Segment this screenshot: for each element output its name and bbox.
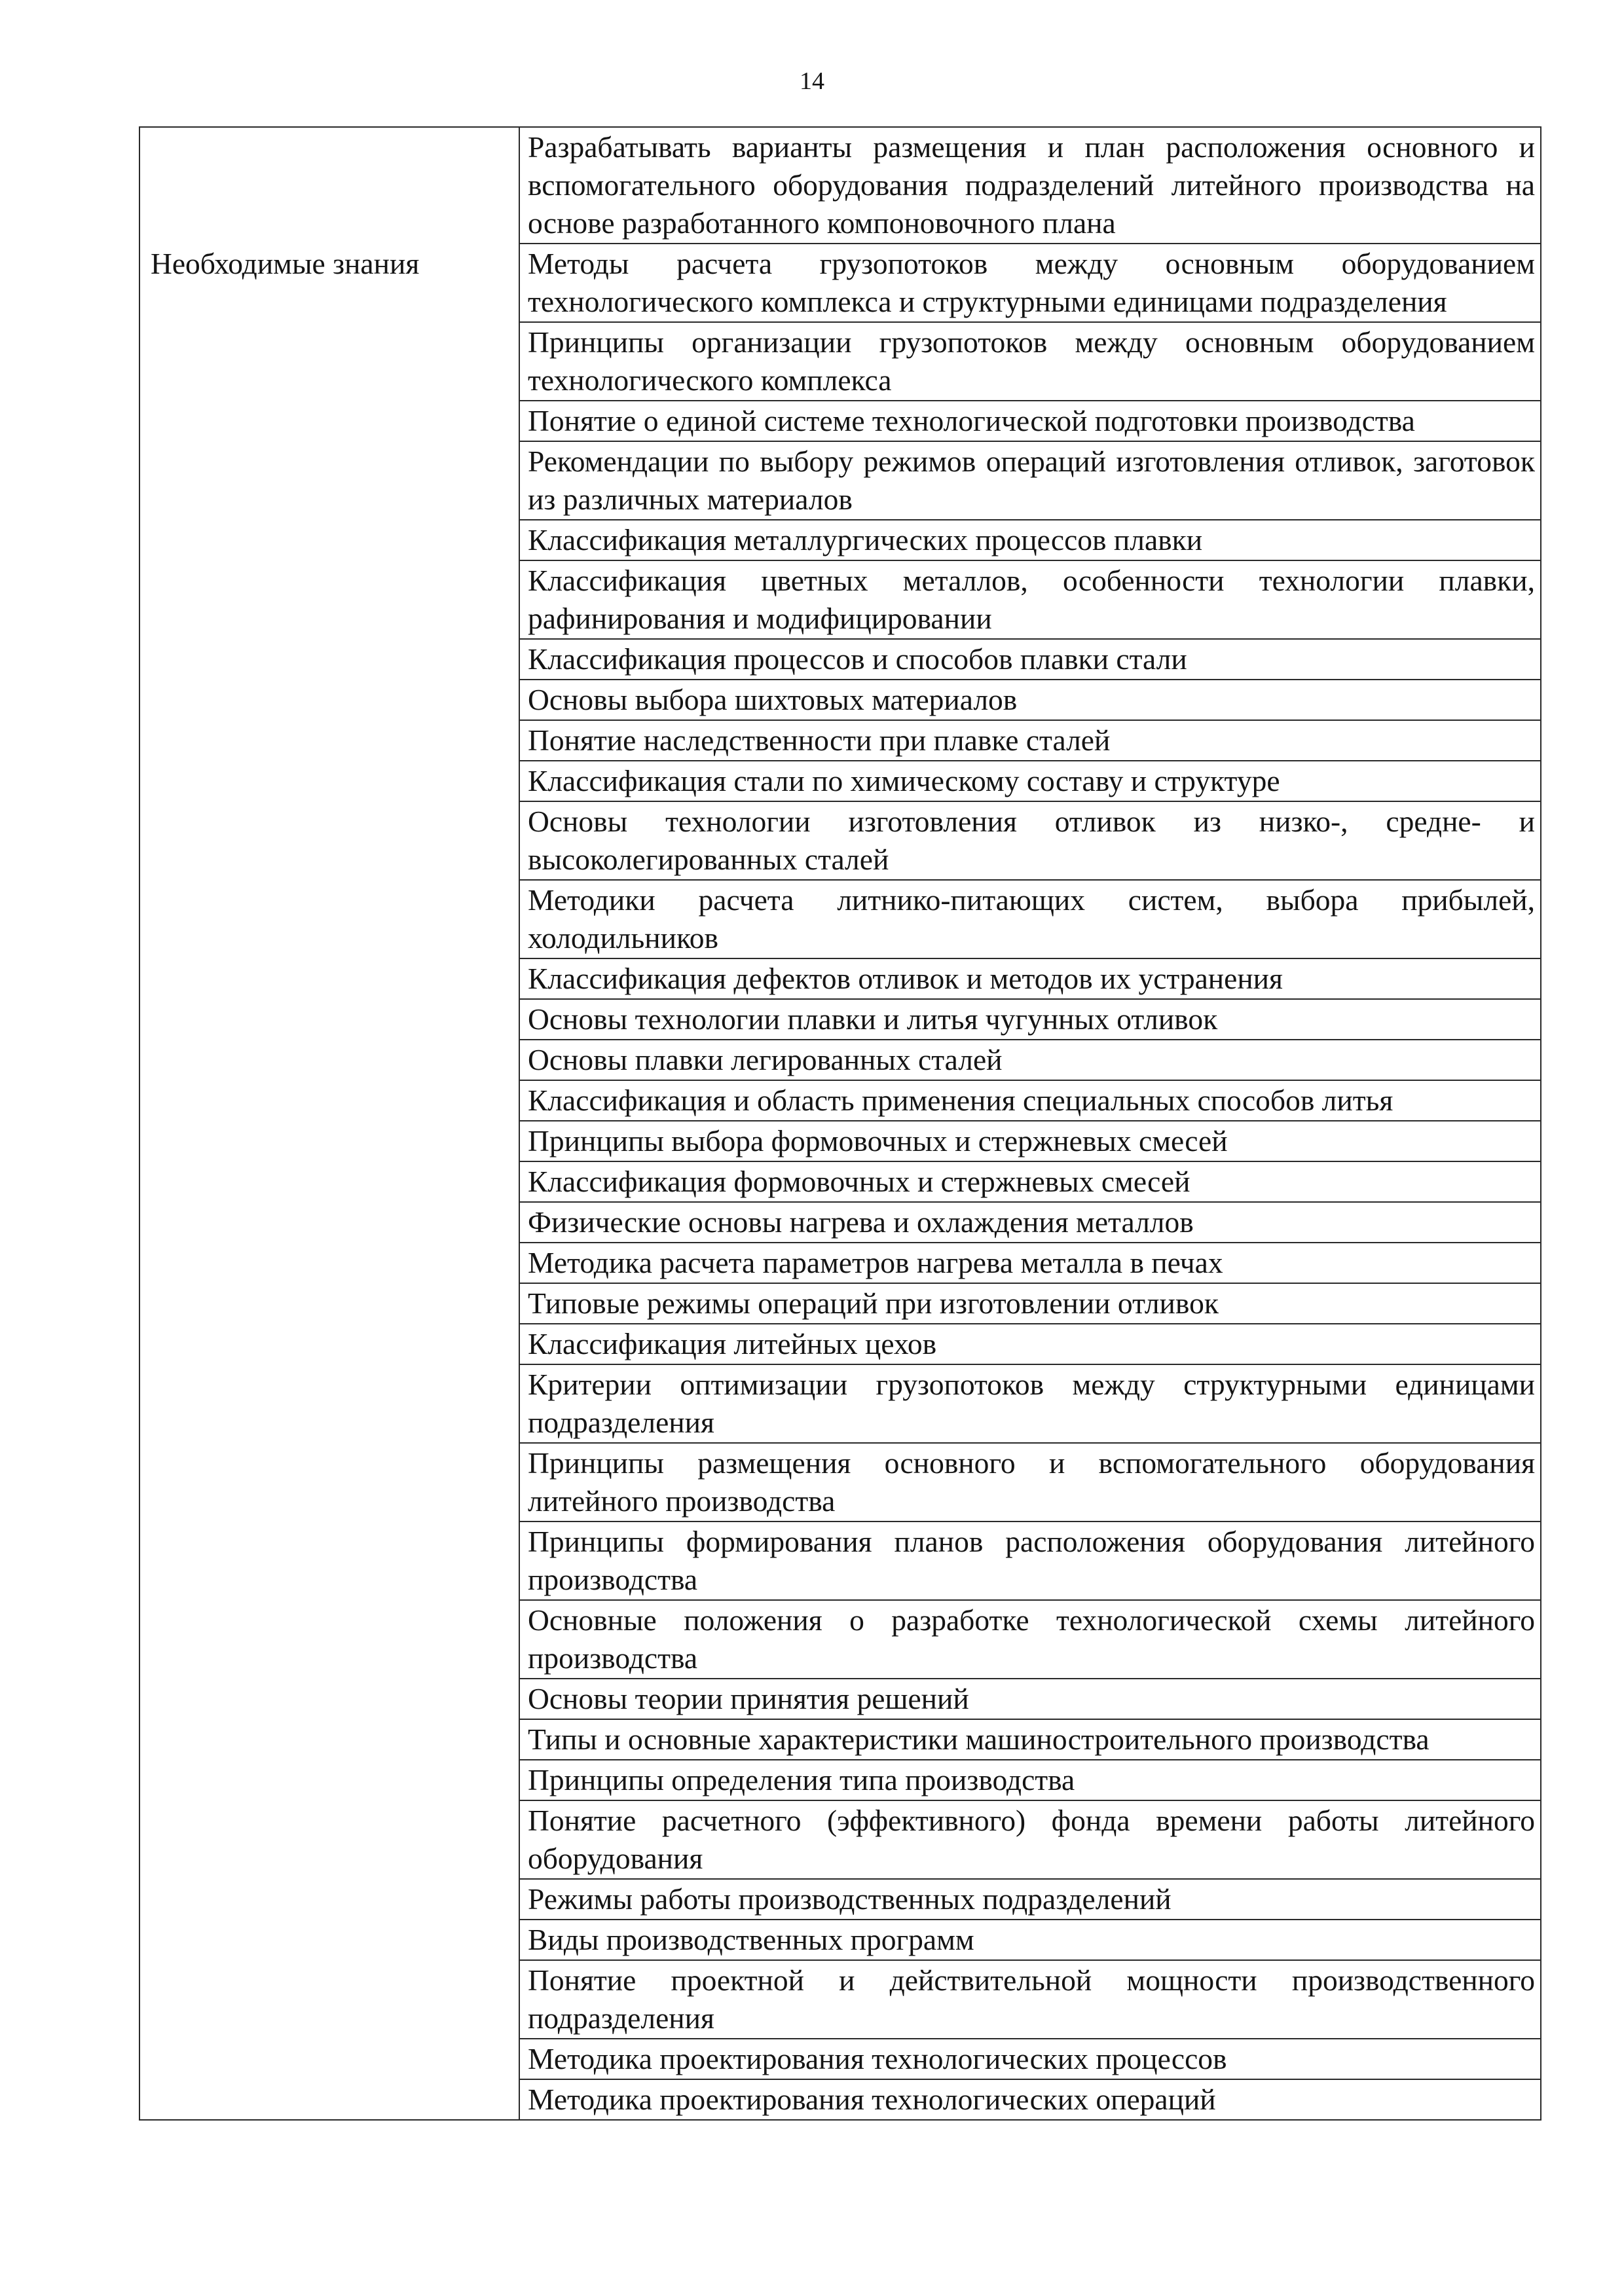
knowledge-item: Классификация литейных цехов <box>519 1324 1541 1364</box>
knowledge-item: Принципы размещения основного и вспомогательного оборудования литейного производства <box>519 1443 1541 1522</box>
knowledge-item: Классификация процессов и способов плавки стали <box>519 639 1541 680</box>
requirements-table-body <box>139 127 1541 2120</box>
knowledge-item: Основы технологии плавки и литья чугунных отливок <box>519 999 1541 1040</box>
knowledge-item: Понятие расчетного (эффективного) фонда времени работы литейного оборудования <box>519 1800 1541 1879</box>
knowledge-item: Основы технологии изготовления отливок из низко-, средне- и высоколегированных сталей <box>519 801 1541 880</box>
knowledge-item: Классификация формовочных и стержневых смесей <box>519 1161 1541 1202</box>
knowledge-item: Рекомендации по выбору режимов операций изготовления отливок, заготовок из различных материалов <box>519 441 1541 520</box>
continuation-label-cell <box>139 127 519 244</box>
knowledge-item: Основные положения о разработке технологической схемы литейного производства <box>519 1600 1541 1679</box>
knowledge-item: Понятие наследственности при плавке сталей <box>519 720 1541 761</box>
knowledge-item: Основы выбора шихтовых материалов <box>519 680 1541 720</box>
knowledge-item: Принципы формирования планов расположения оборудования литейного производства <box>519 1522 1541 1600</box>
knowledge-label: Необходимые знания <box>139 244 519 2120</box>
knowledge-item: Режимы работы производственных подразделений <box>519 1879 1541 1920</box>
knowledge-item: Принципы организации грузопотоков между основным оборудованием технологического комплекса <box>519 322 1541 401</box>
knowledge-item: Методика расчета параметров нагрева металла в печах <box>519 1243 1541 1283</box>
knowledge-item: Основы плавки легированных сталей <box>519 1040 1541 1080</box>
table-row <box>139 244 1541 322</box>
knowledge-item: Физические основы нагрева и охлаждения металлов <box>519 1202 1541 1243</box>
knowledge-item: Критерии оптимизации грузопотоков между структурными единицами подразделения <box>519 1364 1541 1443</box>
knowledge-item: Типовые режимы операций при изготовлении отливок <box>519 1283 1541 1324</box>
page-number: 14 <box>800 67 824 95</box>
knowledge-item: Принципы выбора формовочных и стержневых смесей <box>519 1121 1541 1161</box>
knowledge-item: Классификация стали по химическому составу и структуре <box>519 761 1541 801</box>
knowledge-item: Методика проектирования технологических операций <box>519 2079 1541 2120</box>
knowledge-item: Понятие о единой системе технологической подготовки производства <box>519 401 1541 441</box>
knowledge-item: Методики расчета литнико-питающих систем, выбора прибылей, холодильников <box>519 880 1541 958</box>
knowledge-item: Классификация дефектов отливок и методов их устранения <box>519 958 1541 999</box>
knowledge-item: Принципы определения типа производства <box>519 1760 1541 1800</box>
knowledge-item: Классификация цветных металлов, особенности технологии плавки, рафинирования и модифицировании <box>519 560 1541 639</box>
table-row <box>139 127 1541 244</box>
knowledge-item: Методы расчета грузопотоков между основным оборудованием технологического комплекса и структурными единицами подразделения <box>519 244 1541 322</box>
knowledge-item: Методика проектирования технологических процессов <box>519 2039 1541 2079</box>
continuation-item: Разрабатывать варианты размещения и план расположения основного и вспомогательного оборудования подразделений литейного производства на основе разработанного компоновочного плана <box>519 127 1541 244</box>
knowledge-item: Виды производственных программ <box>519 1920 1541 1960</box>
knowledge-item: Понятие проектной и действительной мощности производственного подразделения <box>519 1960 1541 2039</box>
knowledge-item: Основы теории принятия решений <box>519 1679 1541 1719</box>
knowledge-item: Классификация металлургических процессов плавки <box>519 520 1541 560</box>
knowledge-item: Классификация и область применения специальных способов литья <box>519 1080 1541 1121</box>
knowledge-item: Типы и основные характеристики машиностроительного производства <box>519 1719 1541 1760</box>
requirements-table <box>139 126 1541 2121</box>
